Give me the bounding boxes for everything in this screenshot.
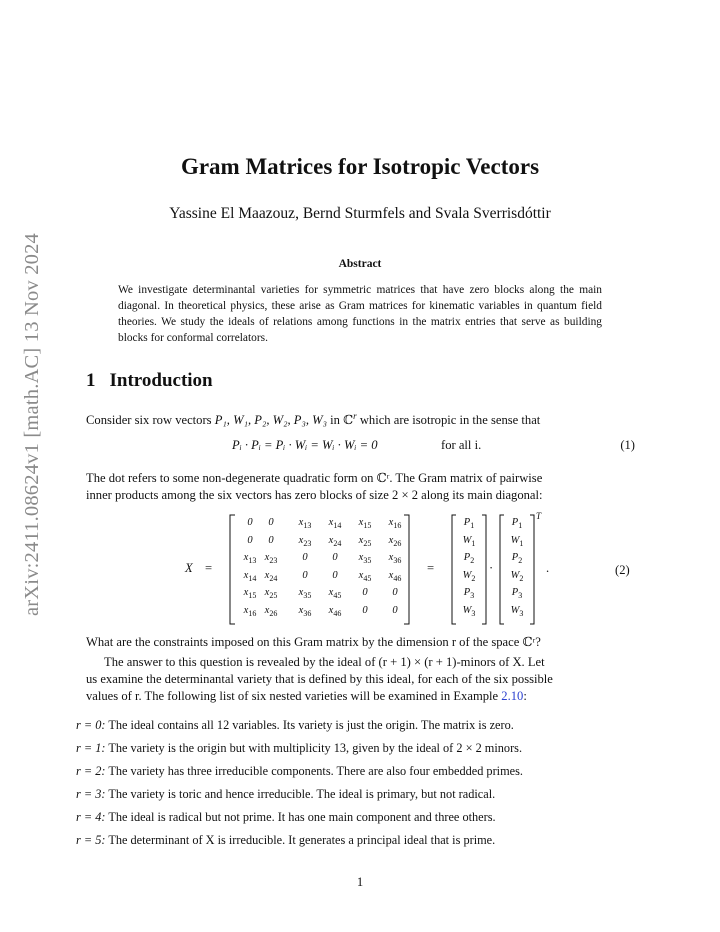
vector-entry: $W_1$	[462, 534, 476, 548]
matrix-entry: $x_{16}$	[388, 517, 402, 531]
paragraph-dot: The dot refers to some non-degenerate quadratic form on ℂʳ. The Gram matrix of pairwise inner products among the six vectors has zero blocks of size 2 × 2 along its main diagonal:	[86, 471, 543, 502]
matrix-entry: 0	[302, 569, 308, 581]
paper-title: Gram Matrices for Isotropic Vectors	[180, 154, 540, 179]
matrix-entry: 0	[247, 534, 253, 546]
matrix-entry: $x_{36}$	[388, 552, 402, 566]
vector-entry: $W_2$	[510, 569, 524, 583]
vector-entry: $W_1$	[510, 534, 524, 548]
transpose-superscript: T	[536, 511, 542, 521]
matrix-entry: $x_{24}$	[328, 534, 342, 548]
example-reference-link[interactable]: 2.10	[501, 689, 524, 703]
equation-1-body: Pᵢ · Pᵢ = Pᵢ · Wᵢ = Wᵢ · Wᵢ = 0	[232, 438, 378, 452]
matrix-entry: $x_{14}$	[243, 569, 257, 583]
paragraph-intro: Consider six row vectors P₁, W₁, P₂, W₂, P₃, W₃ in ℂ$^r$ which are isotropic in the sense that	[86, 411, 541, 428]
matrix-entry: $x_{26}$	[388, 534, 402, 548]
list-item: r = 3: The variety is toric and hence irreducible. The ideal is primary, but not radical.	[76, 787, 496, 801]
dot-operator: ·	[489, 560, 494, 575]
matrix-entry: $x_{23}$	[298, 534, 312, 548]
equals-sign: =	[427, 560, 435, 575]
equation-1-number: (1)	[620, 438, 635, 452]
matrix-entry: $x_{13}$	[298, 517, 312, 531]
equation-2-number: (2)	[615, 563, 630, 577]
matrix-entry: $x_{23}$	[264, 552, 278, 566]
equals-sign: =	[205, 560, 213, 575]
paragraph-question: What are the constraints imposed on this Gram matrix by the dimension r of the space ℂʳ?	[86, 635, 541, 649]
matrix-entry: $x_{36}$	[298, 604, 312, 618]
matrix-lhs-X: X	[185, 560, 193, 575]
matrix-entry: $x_{45}$	[328, 587, 342, 601]
matrix-entry: $x_{15}$	[358, 517, 372, 531]
list-item: r = 2: The variety has three irreducible components. There are also four embedded primes.	[76, 764, 523, 778]
matrix-entry: $x_{16}$	[243, 604, 257, 618]
period: .	[546, 560, 550, 575]
page-number: 1	[356, 875, 364, 889]
list-item: r = 5: The determinant of X is irreducible. It generates a principal ideal that is prime.	[76, 833, 496, 847]
abstract-heading: Abstract	[338, 258, 382, 270]
matrix-entry: 0	[332, 552, 338, 563]
matrix-entry: $x_{14}$	[328, 517, 342, 531]
vector-entry: $P_1$	[511, 517, 523, 531]
matrix-entry: $x_{46}$	[388, 569, 402, 583]
matrix-entry: 0	[362, 604, 368, 616]
matrix-entry: 0	[362, 587, 368, 598]
vector-entry: $W_2$	[462, 569, 476, 583]
paragraph-answer: The answer to this question is revealed by the ideal of (r + 1) × (r + 1)-minors of X. Let us examine the determinantal variety that is defined by this ideal, for each of the six possible values of r. The following list of six nested varieties will be examined in Example 2.10:	[86, 655, 553, 703]
matrix-entry: $x_{26}$	[264, 604, 278, 618]
equation-1-condition: for all i.	[441, 438, 482, 452]
vector-entry: $P_3$	[463, 587, 475, 601]
vector-entry: $P_1$	[463, 517, 475, 531]
section-number: 1	[86, 370, 96, 391]
matrix-entry: 0	[247, 517, 253, 528]
vector-entry: $P_3$	[511, 587, 523, 601]
matrix-entry: $x_{24}$	[264, 569, 278, 583]
matrix-entry: 0	[392, 604, 398, 616]
paper-authors: Yassine El Maazouz, Bernd Sturmfels and Svala Sverrisdóttir	[169, 205, 551, 222]
list-item: r = 0: The ideal contains all 12 variables. Its variety is just the origin. The matrix is zero.	[76, 718, 514, 732]
matrix-entry: 0	[392, 587, 398, 598]
list-item: r = 1: The variety is the origin but with multiplicity 13, given by the ideal of 2 × 2 minors.	[76, 741, 523, 755]
section-heading	[86, 370, 213, 392]
vector-entry: $P_2$	[463, 552, 475, 566]
matrix-entry: $x_{46}$	[328, 604, 342, 618]
matrix-entry: $x_{25}$	[264, 587, 278, 601]
matrix-right-bracket	[404, 515, 409, 624]
matrix-entry: $x_{15}$	[243, 587, 257, 601]
vector-entry: $P_2$	[511, 552, 523, 566]
matrix-entry: $x_{35}$	[298, 587, 312, 601]
matrix-entry: $x_{13}$	[243, 552, 257, 566]
abstract-text: We investigate determinantal varieties for symmetric matrices that have zero blocks along the main diagonal. In theoretical physics, these arise as Gram matrices for kinematic variables in quantum field theories. We study the ideals of relations among functions in the matrix entries that serve as building blocks for conformal correlators.	[118, 284, 602, 344]
arxiv-identifier: arXiv:2411.08624v1 [math.AC] 13 Nov 2024	[21, 232, 44, 616]
vector-entry: $W_3$	[462, 604, 476, 618]
matrix-left-bracket	[230, 515, 235, 624]
matrix-entry: 0	[268, 534, 274, 546]
matrix-entry: $x_{25}$	[358, 534, 372, 548]
matrix-entry: $x_{45}$	[358, 569, 372, 583]
section-title: Introduction	[109, 370, 213, 391]
matrix-entry: 0	[302, 552, 308, 563]
vector-right-bracket	[482, 515, 486, 624]
vector-right-bracket	[530, 515, 534, 624]
matrix-entry: $x_{35}$	[358, 552, 372, 566]
vector-entry: $W_3$	[510, 604, 524, 618]
matrix-entry: 0	[332, 569, 338, 581]
list-item: r = 4: The ideal is radical but not prime. It has one main component and three others.	[76, 810, 496, 824]
matrix-entry: 0	[268, 517, 274, 528]
